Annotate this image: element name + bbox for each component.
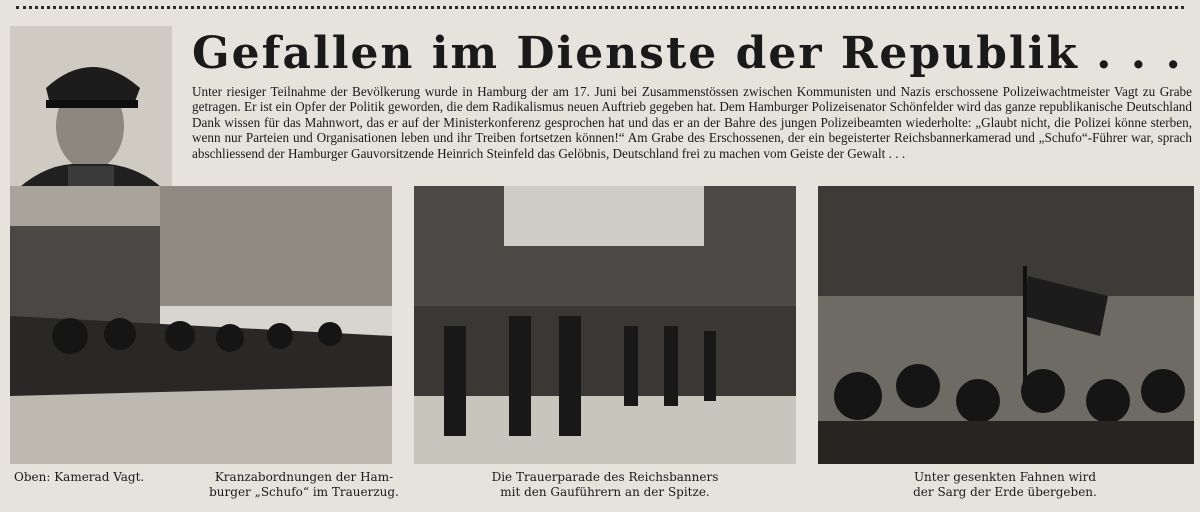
caption-burial-line-2: der Sarg der Erde übergeben.: [913, 485, 1097, 499]
photo-coffin-burial: [818, 186, 1194, 464]
dotted-top-rule: [16, 6, 1184, 9]
caption-parade: [470, 470, 740, 500]
caption-parade-line-2: mit den Gauführern an der Spitze.: [500, 485, 710, 499]
caption-burial: [890, 470, 1120, 500]
photo-reichsbanner-parade: [414, 186, 796, 464]
photo-wreath-delegations: [10, 186, 392, 464]
caption-parade-line-1: Die Trauerparade des Reichsbanners: [491, 470, 719, 484]
caption-wreath-delegations: [196, 470, 412, 500]
caption-burial-line-1: Unter gesenkten Fahnen wird: [913, 470, 1097, 484]
caption-wreath-line-1: Kranzabordnungen der Ham-: [214, 470, 394, 484]
headline: Gefallen im Dienste der Republik . . .: [192, 28, 1183, 79]
article-body: Unter riesiger Teilnahme der Bevölkerung wurde in Hamburg der am 17. Juni bei Zusammenstössen zwischen Kommunisten und Nazis erschossene Polizeiwachtmeister Vagt zu Grabe getragen. Er ist ein Opfer der Politik geworden, die dem Radikalismus neuen Auftrieb gegeben hat. Dem Hamburger Polizeisenator Schönfelder wird das ganze republikanische Deutschland Dank wissen für das Mahnwort, das er auf der Ministerkonferenz gesprochen hat und das er an der Bahre des jungen Polizeibeamten wiederholte: „Glaubt nicht, die Polizei könne sterben, wenn nur Parteien und Organisationen leben und ihr Treiben fortsetzen können!“ Am Grabe des Erschossenen, der ein begeisterter Reichsbannerkamerad und „Schufo“-Führer war, sprach abschliessend der Hamburger Gauvorsitzende Heinrich Steinfeld das Gelöbnis, Deutschland frei zu machen vom Geiste der Gewalt . . .: [192, 84, 1192, 161]
caption-portrait: Oben: Kamerad Vagt.: [14, 470, 145, 484]
caption-wreath-line-2: burger „Schufo“ im Trauerzug.: [209, 485, 399, 499]
